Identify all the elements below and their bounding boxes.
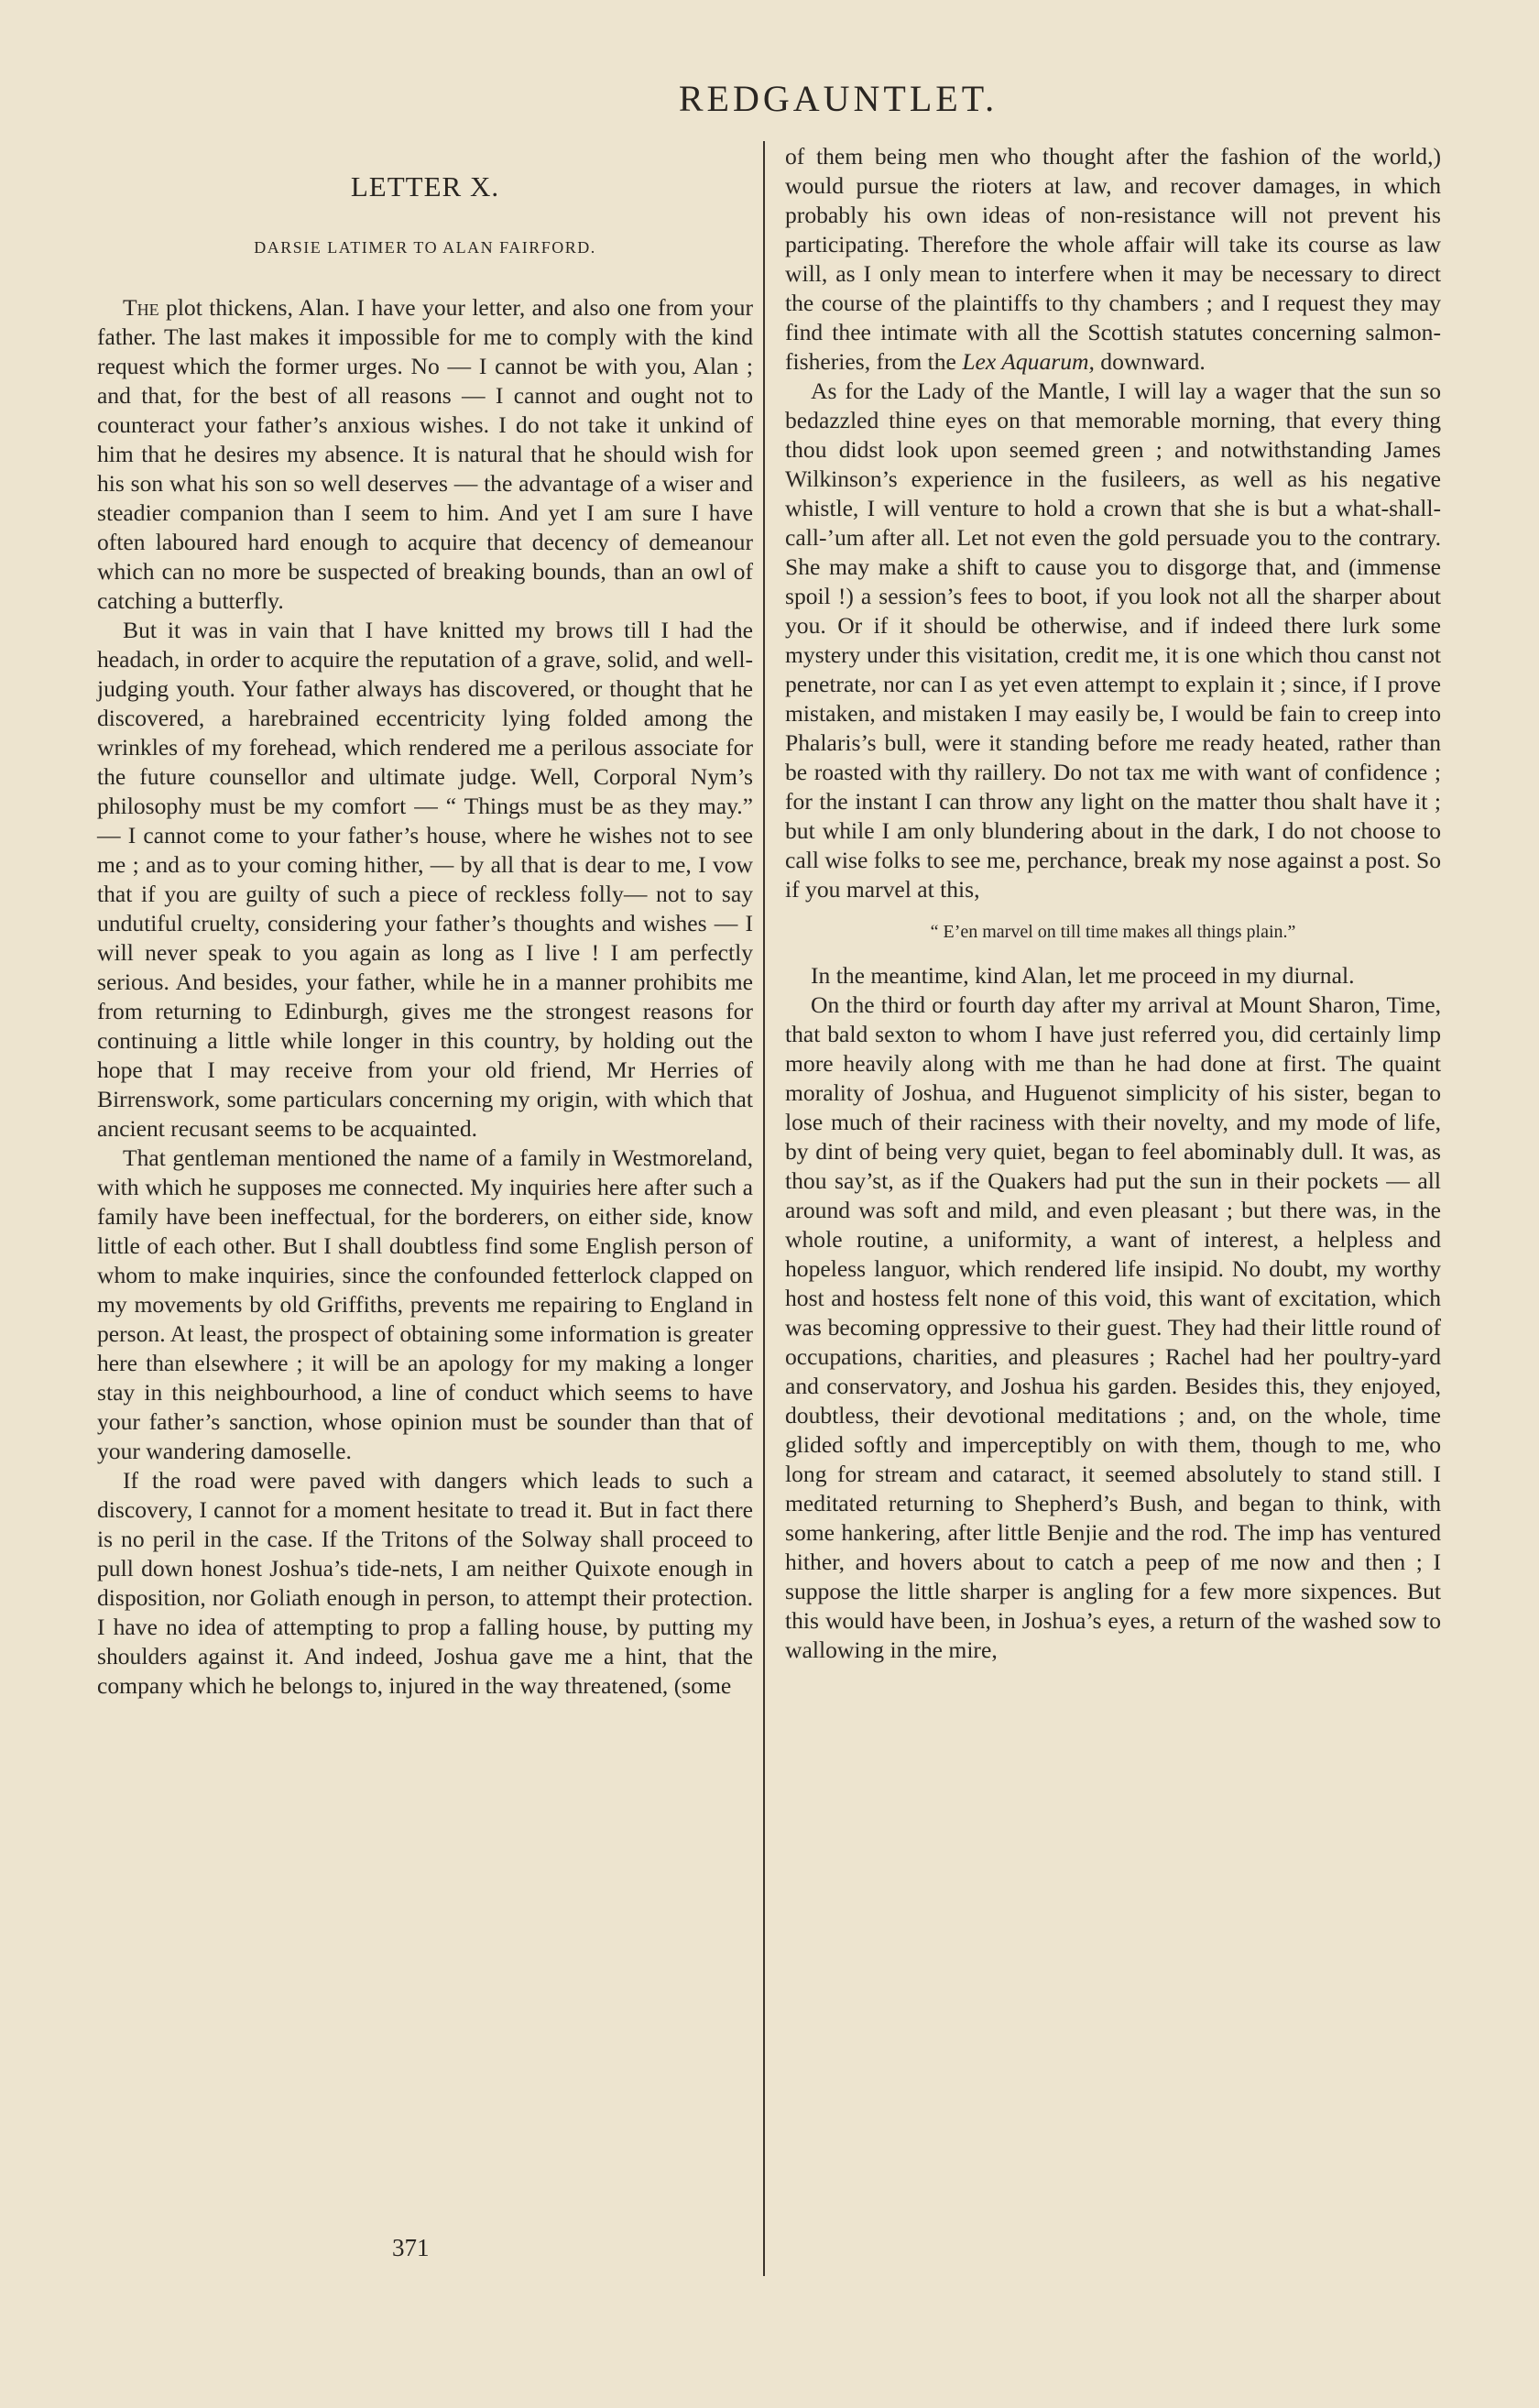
paragraph [785, 142, 1441, 377]
paragraph: As for the Lady of the Mantle, I will lay a wager that the sun so bedazzled thine eyes on that memorable morning, that every thing thou didst look upon seemed green ; and notwithstanding James Wilkinson’s experience in the fusileers, as well as his negative whistle, I will venture to hold a crown that she is but a what-shall-call-’um after all. Let not even the gold persuade you to the contrary. She may make a shift to cause you to disgorge that, and (immense spoil !) a session’s fees to boot, if you look not all the sharper about you. Or if it should be otherwise, and if indeed there lurk some mystery under this visitation, credit me, it is one which thou canst not penetrate, nor can I as yet even attempt to explain it ; since, if I prove mistaken, and mistaken I may easily be, I would be fain to creep into Phalaris’s bull, were it standing before me ready heated, rather than be roasted with thy raillery. Do not tax me with want of confidence ; for the instant I can throw any light on the matter thou shalt have it ; but while I am only blundering about in the dark, I do not choose to call wise folks to see me, perchance, break my nose against a post. So if you marvel at this, [785, 378, 1441, 903]
running-title: REDGAUNTLET. [678, 78, 999, 119]
paragraph: If the road were paved with dangers which leads to such a discovery, I cannot for a moment hesitate to tread it. But in fact there is no peril in the case. If the Tritons of the Solway shall proceed to pull down honest Joshua’s tide-nets, I am neither Quixote enough in disposition, nor Goliath enough in person, to attempt their protection. I have no idea of attempting to prop a falling house, by putting my shoulders against it. And indeed, Joshua gave me a hint, that the company which he belongs to, injured in the way threatened, (some [97, 1467, 753, 1699]
paragraph-lead: The [123, 294, 159, 321]
paragraph: In the meantime, kind Alan, let me proceed in my diurnal. [811, 962, 1355, 989]
paragraph-text: of them being men who thought after the fashion of the world,) would pursue the rioters at law, and recover damages, in which probably his own ideas of non-resistance will not prevent his participating. Therefore the whole affair will take its course as law will, as I only mean to interfere when it may be necessary to direct the course of the plaintiffs to thy chambers ; and I request they may find thee intimate with all the Scottish statutes concerning salmon-fisheries, from the [785, 143, 1441, 375]
paragraph [97, 293, 753, 616]
page-number: 371 [392, 2234, 430, 2261]
letter-title: LETTER X. [350, 170, 500, 202]
verse-quote: “ E’en marvel on till time makes all things plain.” [930, 922, 1296, 942]
italic-title: Lex Aquarum, [962, 348, 1095, 375]
paragraph-text: plot thickens, Alan. I have your letter, and also one from your father. The last makes it impossible for me to comply with the kind request which the former urges. No — I cannot be with you, Alan ; and that, for the best of all reasons — I cannot and ought not to counteract your father’s anxious wishes. I do not take it unkind of him that he desires my absence. It is natural that he should wish for his son what his son so well deserves — the advantage of a wiser and steadier companion than I seem to him. And yet I am sure I have often laboured hard enough to acquire that decency of demeanour which can no more be suspected of breaking bounds, than an owl of catching a butterfly. [97, 294, 753, 614]
paragraph: But it was in vain that I have knitted my brows till I had the headach, in order to acquire the reputation of a grave, solid, and well-judging youth. Your father always has discovered, or thought that he discovered, a harebrained eccentricity lying folded among the wrinkles of my forehead, which rendered me a perilous associate for the future counsellor and ultimate judge. Well, Corporal Nym’s philosophy must be my comfort — “ Things must be as they may.” — I cannot come to your father’s house, where he wishes not to see me ; and as to your coming hither, — by all that is dear to me, I vow that if you are guilty of such a piece of reckless folly— not to say undutiful cruelty, considering your father’s thoughts and wishes — I will never speak to you again as long as I live ! I am perfectly serious. And besides, your father, while he in a manner prohibits me from returning to Edinburgh, gives me the strongest reasons for continuing a little while longer in this country, by holding out the hope that I may receive from your old friend, Mr Herries of Birrenswork, some particulars concerning my origin, with which that ancient recusant seems to be acquainted. [97, 617, 753, 1142]
letter-subtitle: DARSIE LATIMER TO ALAN FAIRFORD. [254, 238, 596, 257]
column-divider [763, 141, 765, 2276]
paragraph: That gentleman mentioned the name of a family in Westmoreland, with which he supposes me connected. My inquiries here after such a family have been ineffectual, for the borderers, on either side, know little of each other. But I shall doubtless find some English person of whom to make inquiries, since the confounded fetterlock clapped on my movements by old Griffiths, prevents me repairing to England in person. At least, the prospect of obtaining some information is greater here than elsewhere ; it will be an apology for my making a longer stay in this neighbourhood, a line of conduct which seems to have your father’s sanction, whose opinion must be sounder than that of your wandering damoselle. [97, 1144, 753, 1464]
right-column [785, 142, 1441, 1665]
paragraph-text: downward. [1094, 348, 1206, 375]
left-column [97, 147, 753, 1701]
paragraph: On the third or fourth day after my arrival at Mount Sharon, Time, that bald sexton to whom I have just referred you, did certainly limp more heavily along with me than he had done at first. The quaint morality of Joshua, and Huguenot simplicity of his sister, began to lose much of their raciness with their novelty, and my mode of life, by dint of being very quiet, began to feel abominably dull. It was, as thou say’st, as if the Quakers had put the sun in their pockets — all around was soft and mild, and even pleasant ; but there was, in the whole routine, a uniformity, a want of interest, a helpless and hopeless languor, which rendered life insipid. No doubt, my worthy host and hostess felt none of this void, this want of excitation, which was becoming oppressive to their guest. They had their little round of occupations, charities, and pleasures ; Rachel had her poultry-yard and conservatory, and Joshua his garden. Besides this, they enjoyed, doubtless, their devotional meditations ; and, on the whole, time glided softly and imperceptibly on with them, though to me, who long for stream and cataract, it seemed absolutely to stand still. I meditated returning to Shepherd’s Bush, and began to think, with some hankering, after little Benjie and the rod. The imp has ventured hither, and hovers about to catch a peep of me now and then ; I suppose the little sharper is angling for a few more sixpences. But this would have been, in Joshua’s eyes, a return of the washed sow to wallowing in the mire, [785, 991, 1441, 1663]
